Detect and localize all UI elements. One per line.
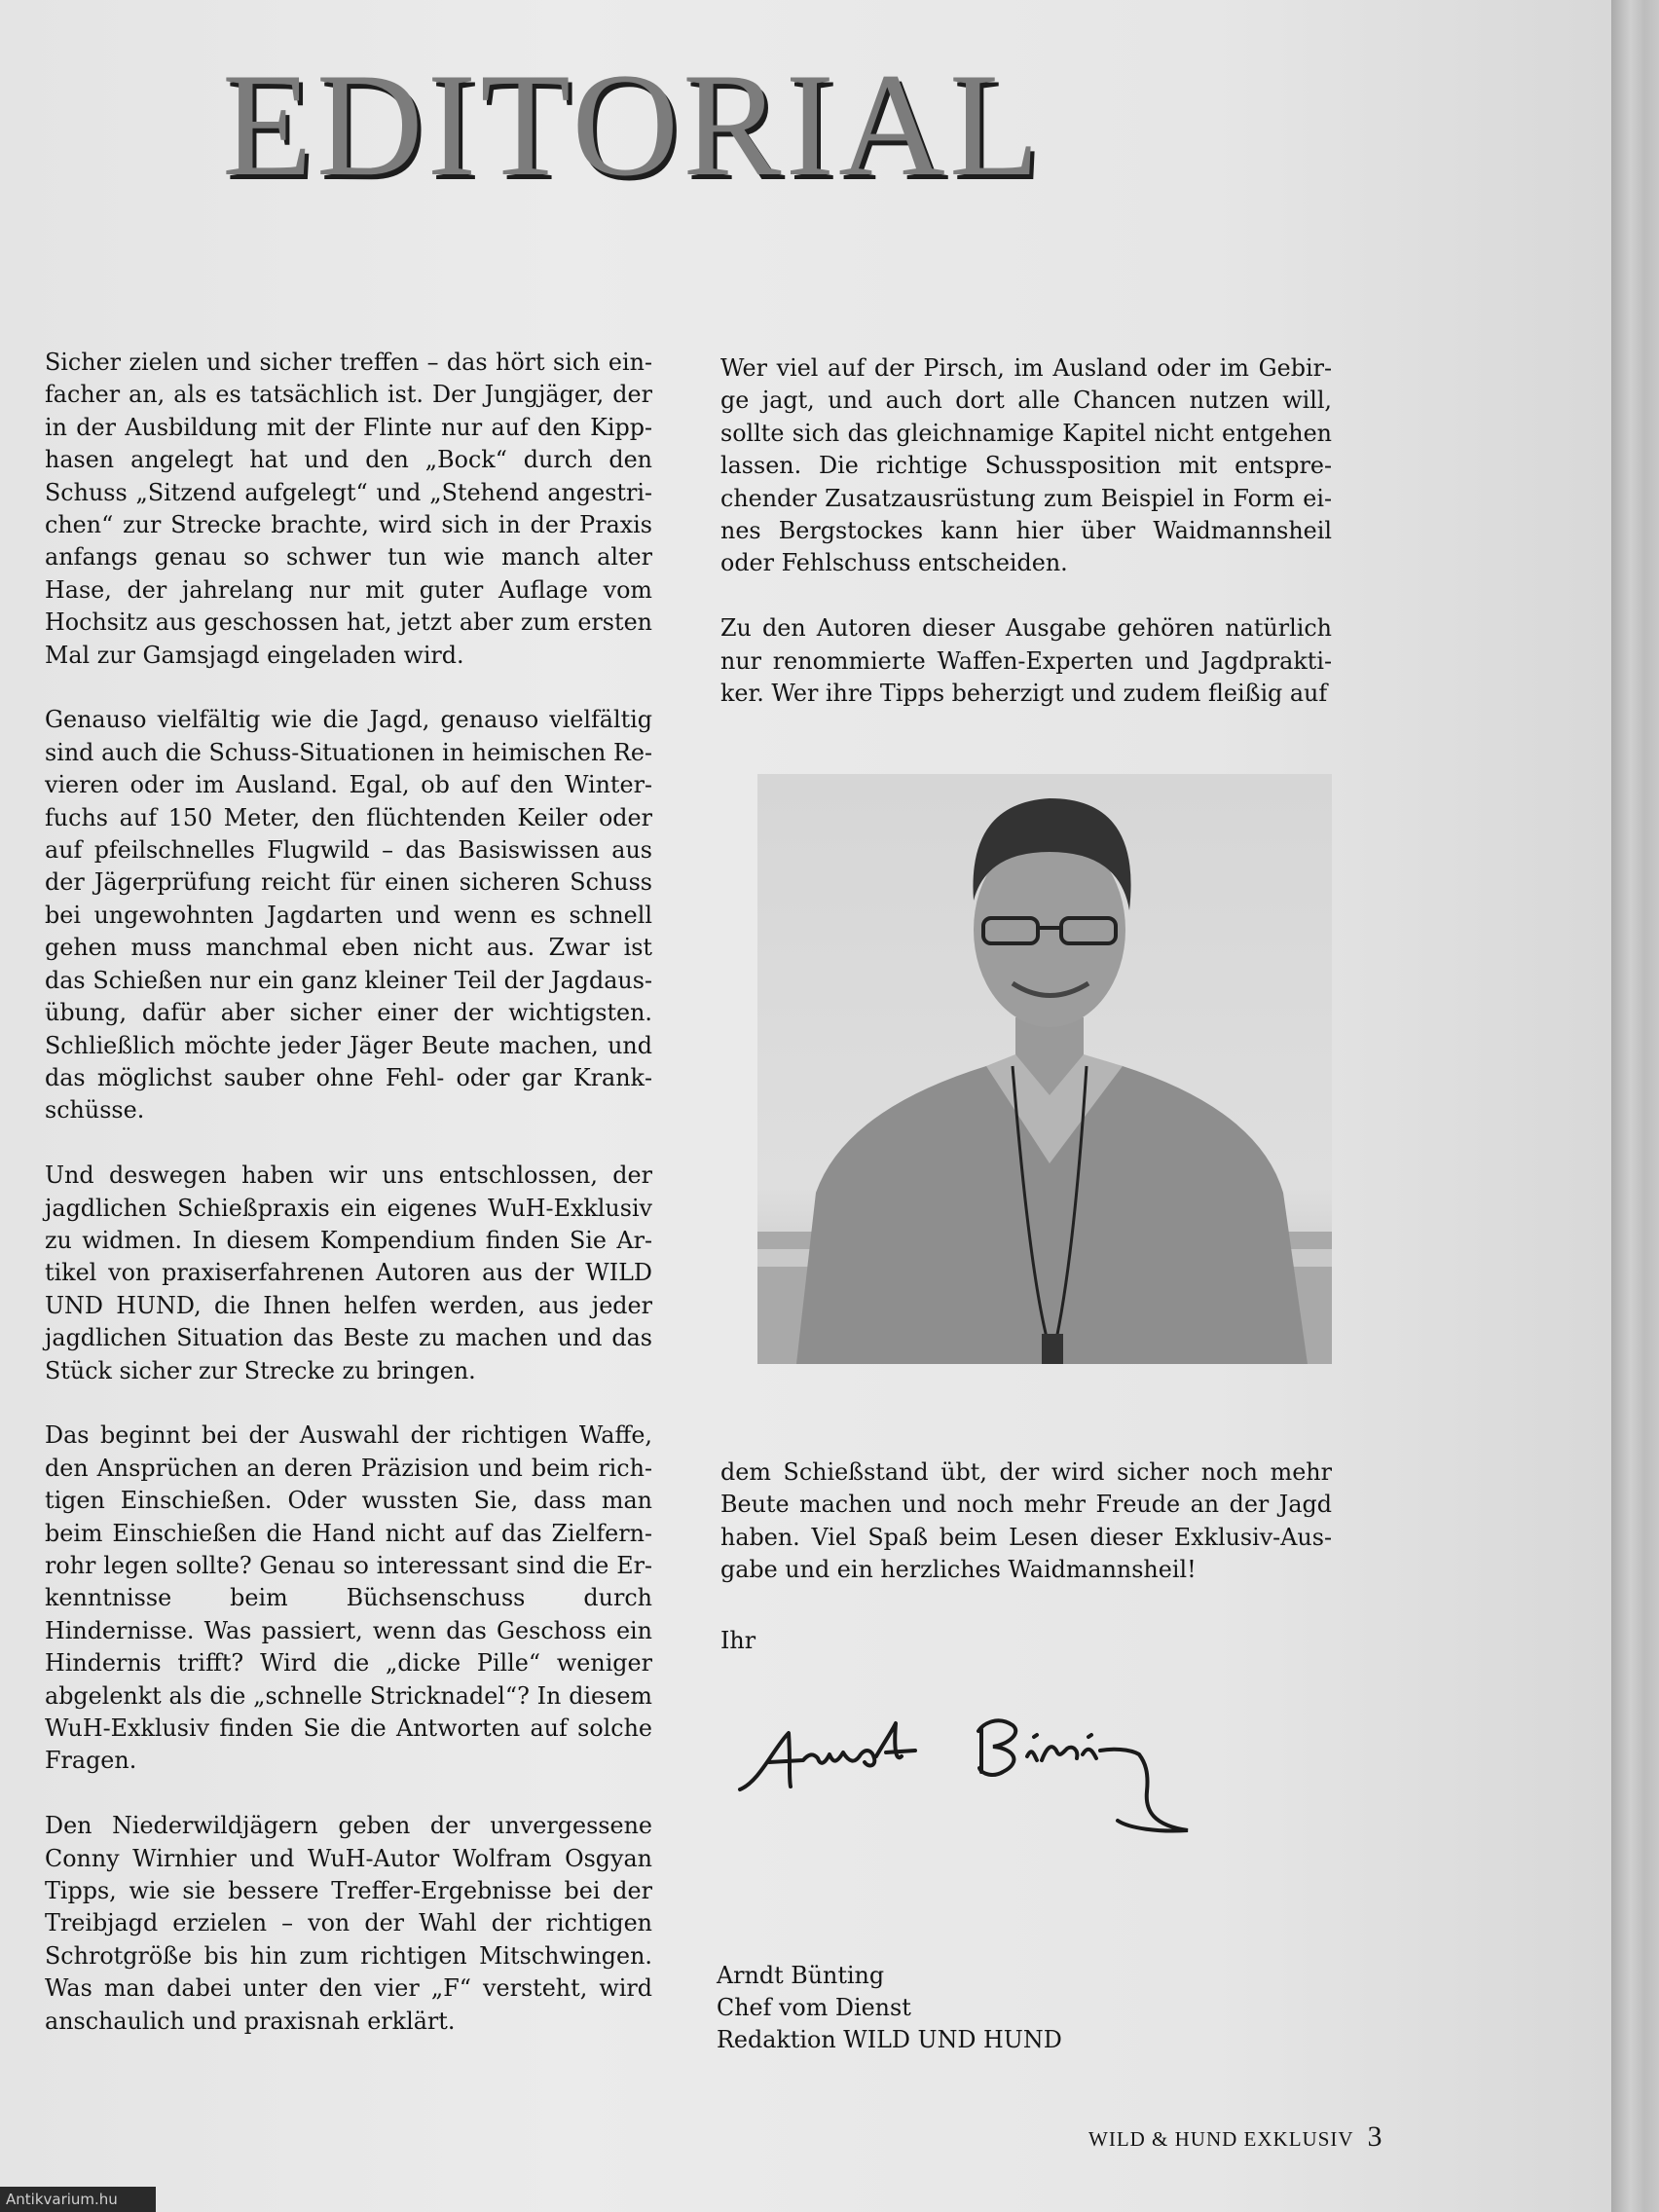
author-role: Chef vom Dienst — [717, 1994, 911, 2021]
author-photo — [757, 774, 1332, 1364]
right-column-top — [720, 352, 1332, 743]
portrait-image — [757, 774, 1332, 1364]
author-organization: Redaktion WILD UND HUND — [717, 2026, 1062, 2053]
paragraph: Genauso vielfältig wie die Jagd, genauso vielfältig sind auch die Schuss-Situationen in heimischen Revieren oder im Ausland. Egal, ob auf den Winterfuchs auf 150 Meter, den flüchtenden Keiler oder auf pfeilschnelles Flugwild – das Basiswissen aus der Jägerprüfung reicht für einen sicheren Schuss bei ungewohnten Jagdarten und wenn es schnell gehen muss manchmal eben nicht aus. Zwar ist das Schießen nur ein ganz kleiner Teil der Jagdausübung, dafür aber sicher einer der wichtigsten. Schließlich möchte jeder Jäger Beute machen, und das möglichst sauber ohne Fehl- oder gar Krankschüsse. — [45, 706, 652, 1124]
watermark: Antikvarium.hu — [0, 2187, 156, 2212]
author-signature-block — [717, 1960, 1062, 2056]
paragraph: Zu den Autoren dieser Ausgabe gehören natürlich nur renommierte Waffen-Experten und Jagdpraktiker. Wer ihre Tipps beherzigt und zudem fleißig auf — [720, 614, 1332, 708]
paragraph: Wer viel auf der Pirsch, im Ausland oder im Gebirge jagt, und auch dort alle Chancen nutzen will, sollte sich das gleichnamige Kapitel nicht entgehen lassen. Die richtige Schussposition mit entsprechender Zusatzausrüstung zum Beispiel in Form eines Bergstockes kann hier über Waidmannsheil oder Fehlschuss entscheiden. — [720, 354, 1332, 577]
author-name: Arndt Bünting — [717, 1962, 885, 1989]
paragraph: Und deswegen haben wir uns entschlossen, der jagdlichen Schießpraxis ein eigenes WuH-Exklusiv zu widmen. In diesem Kompendium finden Sie Artikel von praxiserfahrenen Autoren aus der WILD UND HUND, die Ihnen helfen werden, aus jeder jagdlichen Situation das Beste zu machen und das Stück sicher zur Strecke zu bringen. — [45, 1161, 652, 1384]
page-footer — [1088, 2120, 1383, 2154]
page-number: 3 — [1367, 2120, 1383, 2153]
handwritten-signature — [730, 1694, 1236, 1840]
paragraph: Sicher zielen und sicher treffen – das hört sich einfacher an, als es tatsächlich ist. Der Jungjäger, der in der Ausbildung mit der Flinte nur auf den Kipphasen angelegt hat und den „Bock“ durch den Schuss „Sitzend aufgelegt“ und „Stehend angestrichen“ zur Strecke brachte, wird sich in der Praxis anfangs genau so schwer tun wie manch alter Hase, der jahrelang nur mit guter Auflage vom Hochsitz aus geschossen hat, jetzt aber zum ersten Mal zur Gamsjagd eingeladen wird. — [45, 349, 652, 669]
closing-greeting: Ihr — [720, 1627, 756, 1654]
paragraph: dem Schießstand übt, der wird sicher noch mehr Beute machen und noch mehr Freude an der Jagd haben. Viel Spaß beim Lesen dieser Exklusiv-Ausgabe und ein herzliches Waidmannsheil! — [720, 1458, 1332, 1584]
page-title: EDITORIAL — [222, 43, 1044, 206]
magazine-name: WILD & HUND EXKLUSIV — [1088, 2127, 1354, 2151]
paragraph: Den Niederwildjägern geben der unvergessene Conny Wirnhier und WuH-Autor Wolfram Osgyan Tipps, wie sie bessere Treffer-Ergebnisse bei der Treibjagd erzielen – von der Wahl der richtigen Schrotgröße bis hin zum richtigen Mitschwingen. Was man dabei unter den vier „F“ versteht, wird anschaulich und praxisnah erklärt. — [45, 1812, 652, 2035]
right-column-bottom — [720, 1456, 1332, 1587]
paragraph: Das beginnt bei der Auswahl der richtigen Waffe, den Ansprüchen an deren Präzision und beim richtigen Einschießen. Oder wussten Sie, dass man beim Einschießen die Hand nicht auf das Zielfernrohr legen sollte? Genau so interessant sind die Erkenntnisse beim Büchsenschuss durch Hindernisse. Was passiert, wenn das Geschoss ein Hindernis trifft? Wird die „dicke Pille“ weniger abgelenkt als die „schnelle Stricknadel“? In diesem WuH-Exklusiv finden Sie die Antworten auf solche Fragen. — [45, 1421, 652, 1775]
page-edge — [1611, 0, 1659, 2212]
left-column — [45, 347, 652, 2070]
